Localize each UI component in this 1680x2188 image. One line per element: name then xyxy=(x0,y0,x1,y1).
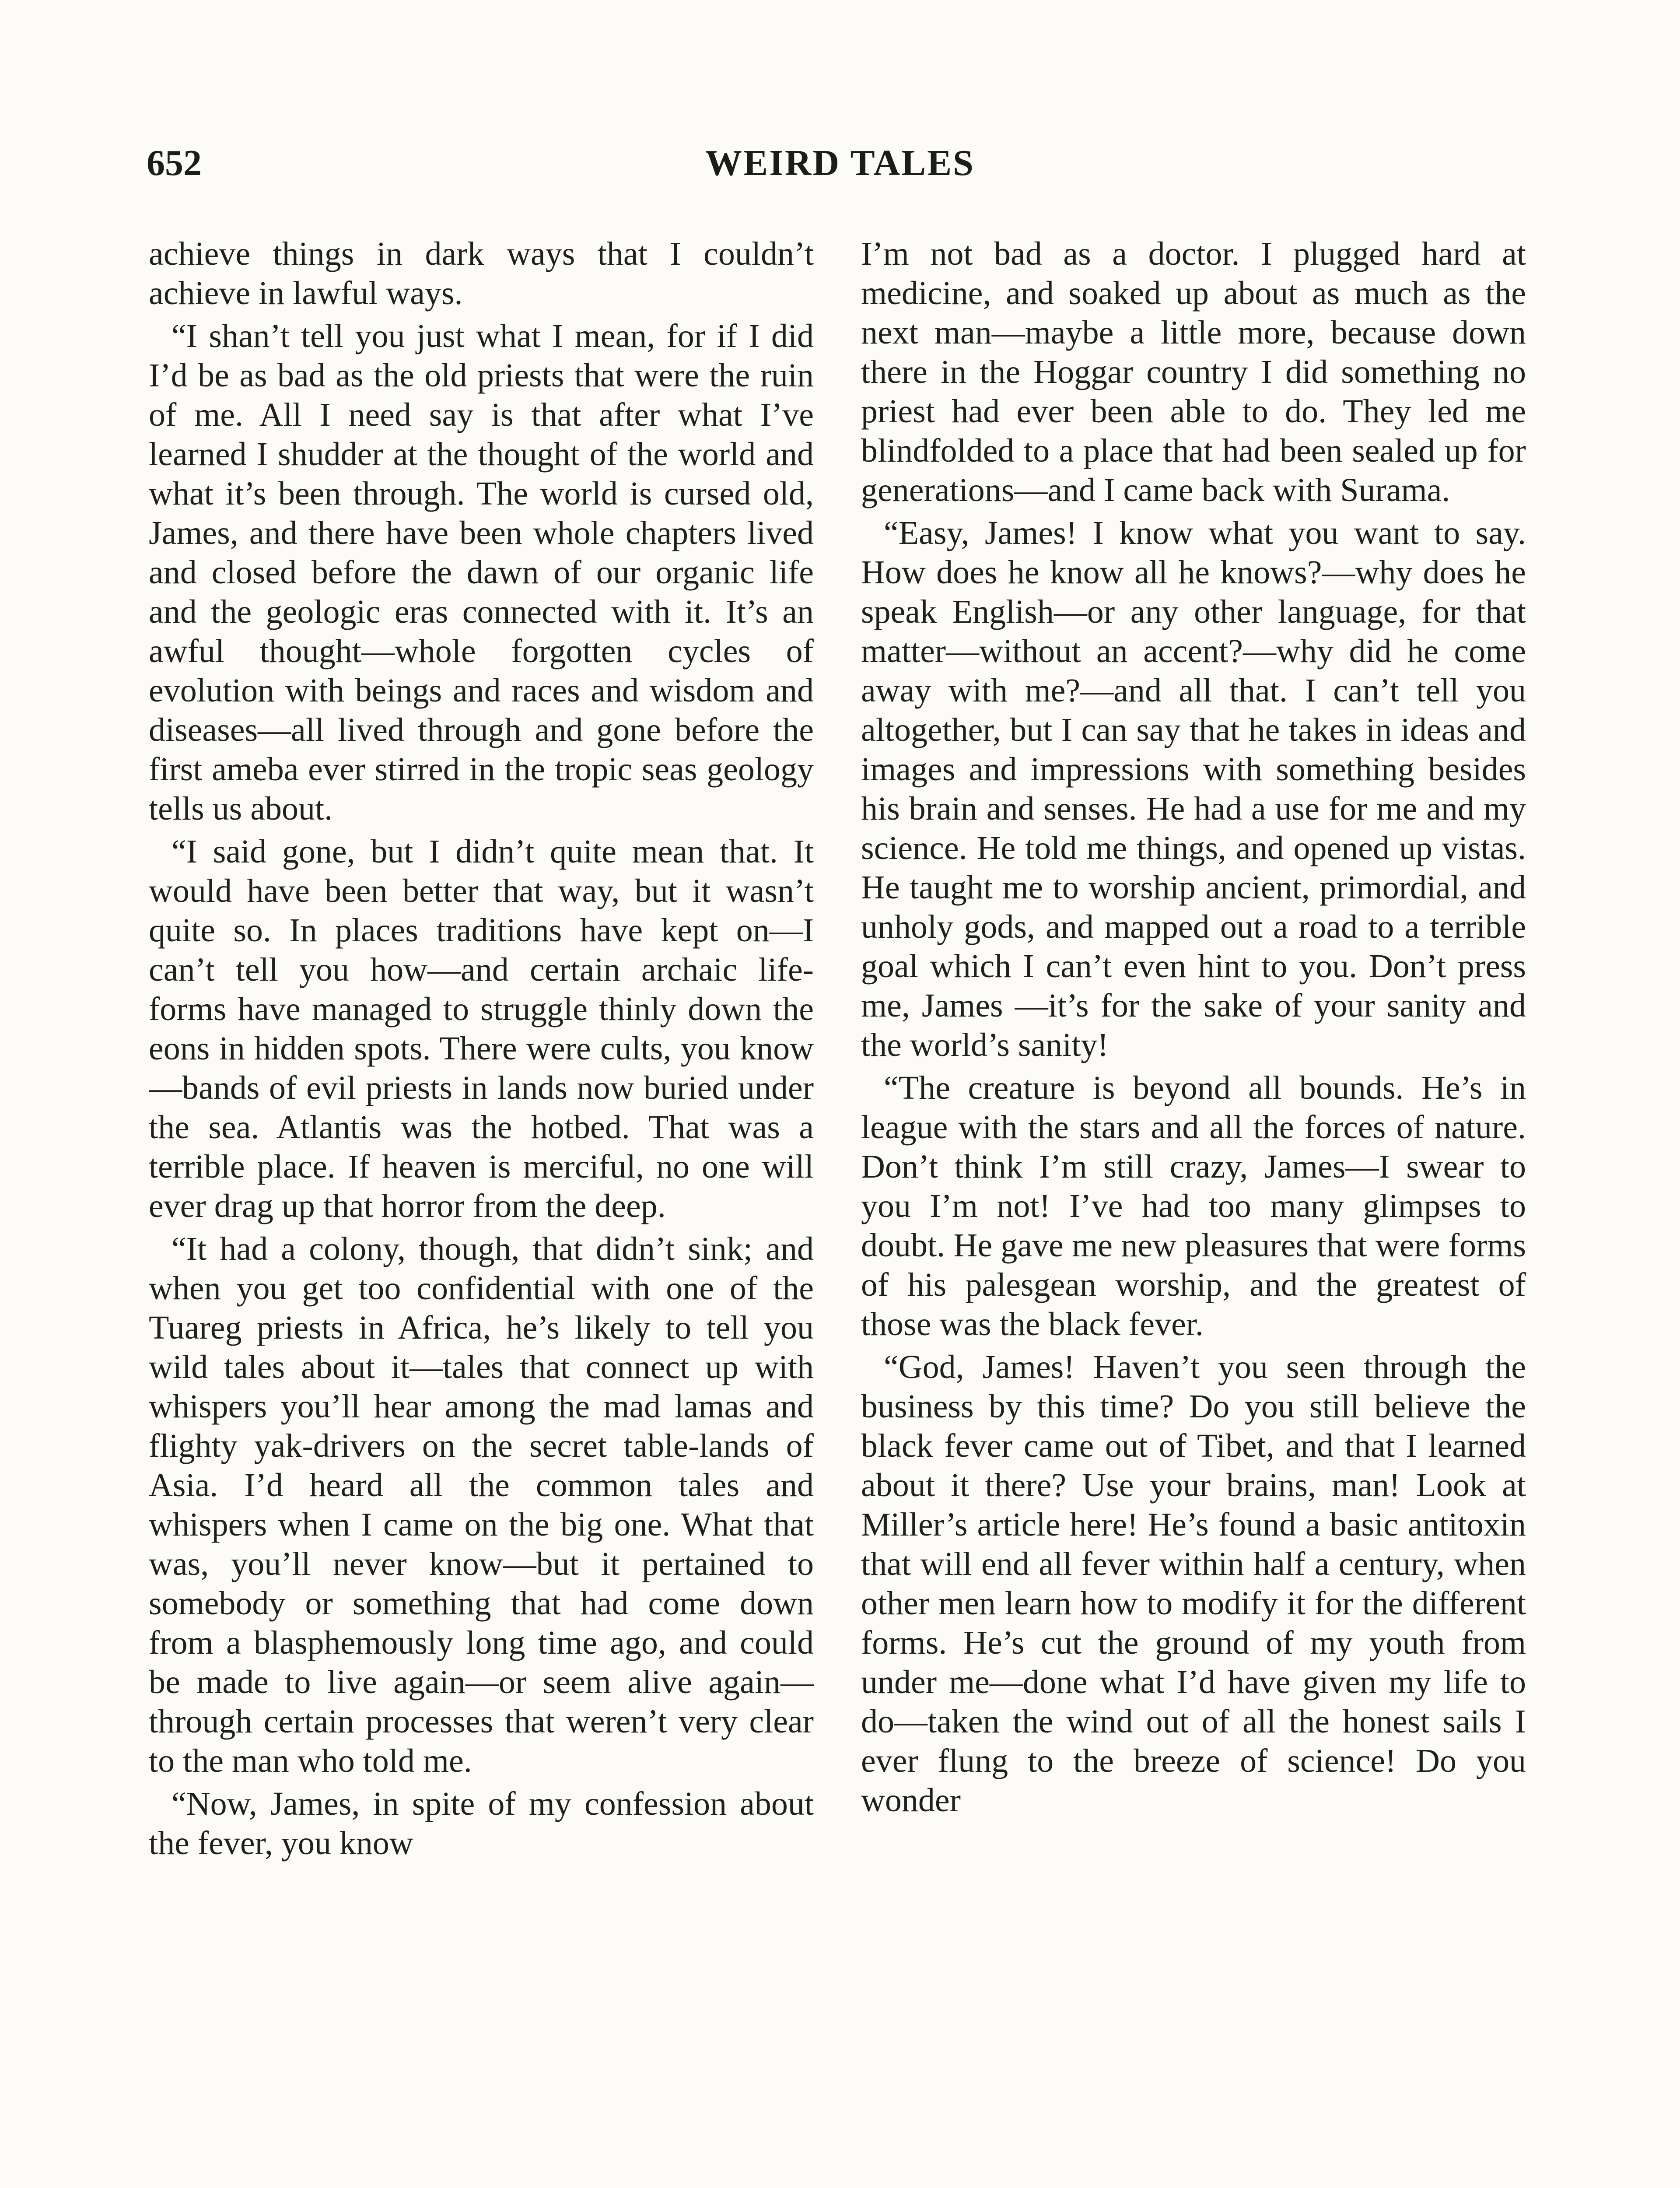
paragraph: “Easy, James! I know what you want to say. How does he know all he knows?—why does he speak English—or any other language, for that matter—without an accent?—why did he come away with me?—and all that. I can’t tell you altogether, but I can say that he takes in ideas and images and impressions with something besides his brain and senses. He had a use for me and my science. He told me things, and opened up vistas. He taught me to worship ancient, primordial, and unholy gods, and mapped out a road to a terrible goal which I can’t even hint to you. Don’t press me, James —it’s for the sake of your sanity and the world’s sanity! xyxy=(861,515,1526,1063)
page-number: 652 xyxy=(147,143,202,183)
running-title: WEIRD TALES xyxy=(705,143,975,183)
paragraph: “I said gone, but I didn’t quite mean that. It would have been better that way, but it wasn’t quite so. In places traditions have kept on—I can’t tell you how—and certain archaic life-forms have managed to struggle thinly down the eons in hidden spots. There were cults, you know—bands of evil priests in lands now buried under the sea. Atlantis was the hotbed. That was a terrible place. If heaven is merciful, no one will ever drag up that horror from the deep. xyxy=(149,833,814,1224)
paragraph: I’m not bad as a doctor. I plugged hard at medicine, and soaked up about as much as the next man—maybe a little more, because down there in the Hoggar country I did something no priest had ever been able to do. They led me blindfolded to a place that had been sealed up for generations—and I came back with Surama. xyxy=(861,235,1526,508)
paragraph: “Now, James, in spite of my confession about the fever, you know xyxy=(149,1785,814,1862)
page-header xyxy=(147,139,1533,187)
paragraph: “It had a colony, though, that didn’t sink; and when you get too confidential with one of the Tuareg priests in Africa, he’s likely to tell you wild tales about it—tales that connect up with whispers you’ll hear among the mad lamas and flighty yak-drivers on the secret table-lands of Asia. I’d heard all the common tales and whispers when I came on the big one. What that was, you’ll never know—but it pertained to somebody or something that had come down from a blasphemously long time ago, and could be made to live again—or seem alive again—through certain processes that weren’t very clear to the man who told me. xyxy=(149,1231,814,1779)
paragraph: achieve things in dark ways that I couldn’t achieve in lawful ways. xyxy=(149,235,814,312)
paragraph: “The creature is beyond all bounds. He’s in league with the stars and all the forces of nature. Don’t think I’m still crazy, James—I swear to you I’m not! I’ve had too many glimpses to doubt. He gave me new pleasures that were forms of his palesgean worship, and the greatest of those was the black fever. xyxy=(861,1069,1526,1343)
left-column xyxy=(149,234,814,2188)
paragraph: “I shan’t tell you just what I mean, for if I did I’d be as bad as the old priests that were the ruin of me. All I need say is that after what I’ve learned I shudder at the thought of the world and what it’s been through. The world is cursed old, James, and there have been whole chapters lived and closed before the dawn of our organic life and the geologic eras connected with it. It’s an awful thought—whole forgotten cycles of evolution with beings and races and wisdom and diseases—all lived through and gone before the first ameba ever stirred in the tropic seas geology tells us about. xyxy=(149,318,814,827)
paragraph: “God, James! Haven’t you seen through the business by this time? Do you still believe the black fever came out of Tibet, and that I learned about it there? Use your brains, man! Look at Miller’s article here! He’s found a basic antitoxin that will end all fever within half a century, when other men learn how to modify it for the different forms. He’s cut the ground of my youth from under me—done what I’d have given my life to do—taken the wind out of all the honest sails I ever flung to the breeze of science! Do you wonder xyxy=(861,1349,1526,1819)
right-column xyxy=(861,234,1526,2188)
